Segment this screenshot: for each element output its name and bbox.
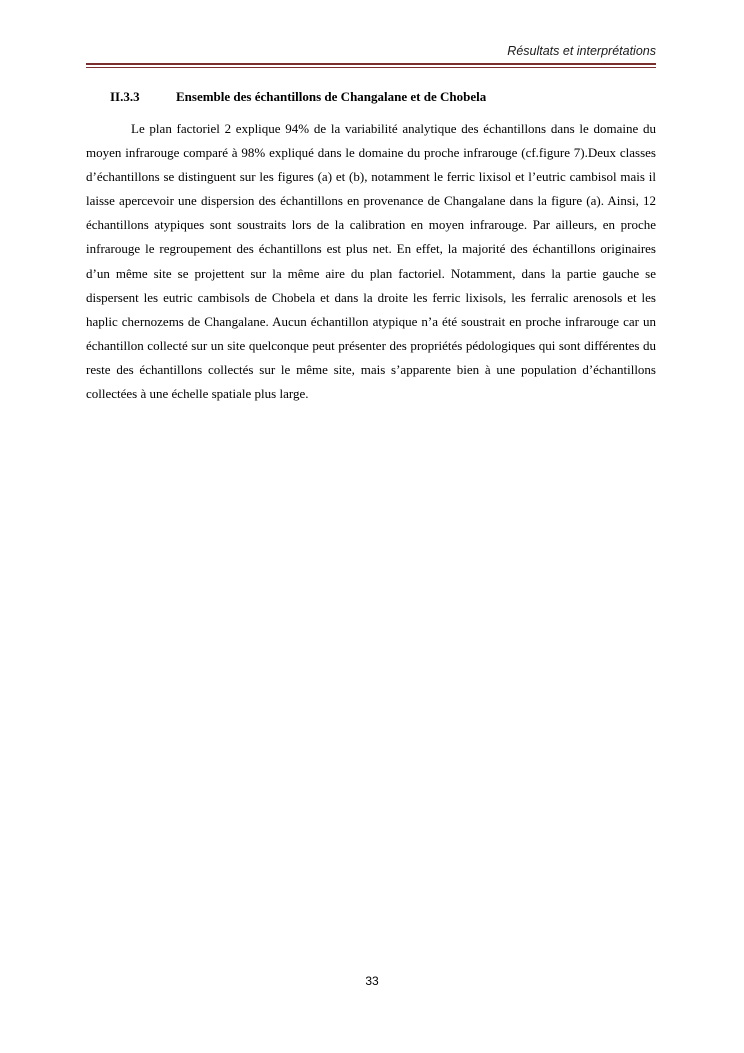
section-title: Ensemble des échantillons de Changalane et de Chobela xyxy=(176,89,487,104)
section-heading xyxy=(110,89,486,105)
section-number: II.3.3 xyxy=(110,89,140,104)
body-paragraph: Le plan factoriel 2 explique 94% de la variabilité analytique des échantillons dans le domaine du moyen infrarouge comparé à 98% expliqué dans le domaine du proche infrarouge (cf.figure 7).Deux classes d’échantillons se distinguent sur les figures (a) et (b), notamment le ferric lixisol et l’eutric cambisol mais il laisse apercevoir une dispersion des échantillons en provenance de Changalane dans la figure (a). Ainsi, 12 échantillons atypiques sont soustraits lors de la calibration en moyen infrarouge. Par ailleurs, en proche infrarouge le regroupement des échantillons est plus net. En effet, la majorité des échantillons originaires d’un même site se projettent sur la même aire du plan factoriel. Notamment, dans la partie gauche se dispersent les eutric cambisols de Chobela et dans la droite les ferric lixisols, les ferralic arenosols et les haplic chernozems de Changalane. Aucun échantillon atypique n’a été soustrait en proche infrarouge car un échantillon collecté sur un site quelconque peut présenter des propriétés pédologiques qui sont différentes du reste des échantillons collectés sur le même site, mais s’apparente bien à une population d’échantillons collectées à une échelle spatiale plus large. xyxy=(86,121,656,402)
header-rule-thick xyxy=(86,63,656,65)
header-rule-thin xyxy=(86,67,656,68)
page-number: 33 xyxy=(365,974,379,988)
running-header-title: Résultats et interprétations xyxy=(507,44,656,58)
